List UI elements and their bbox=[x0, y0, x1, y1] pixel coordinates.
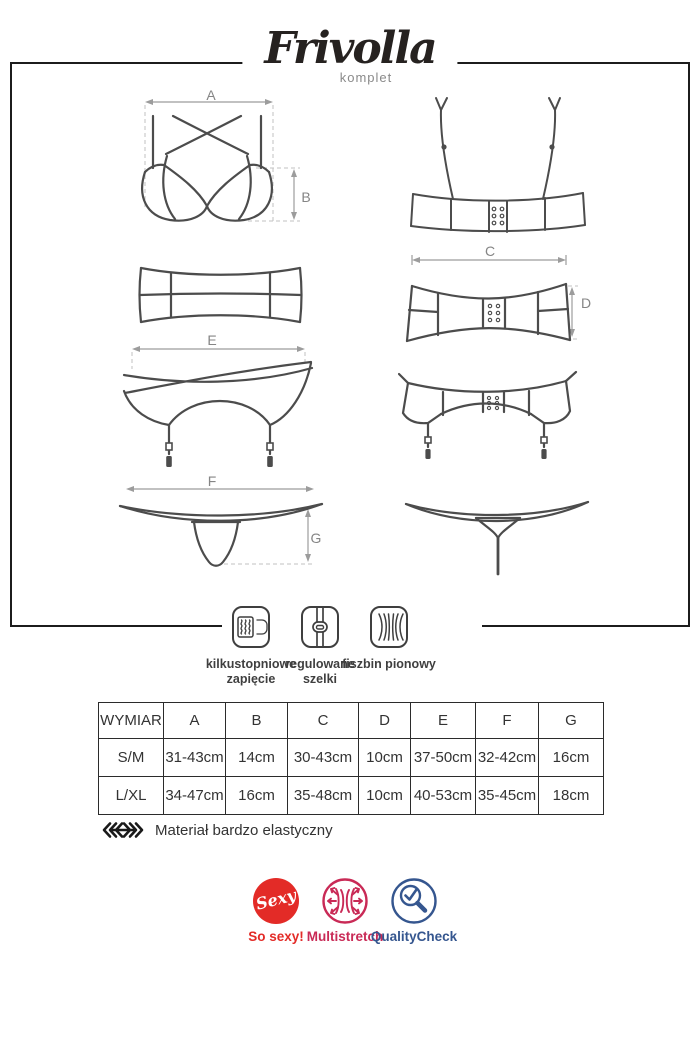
thong-front-drawing bbox=[112, 476, 334, 584]
brand-name: Frivolla bbox=[264, 23, 436, 74]
size-table-header: D bbox=[359, 703, 411, 739]
feature-label-vertical-boning: fiszbin pionowy bbox=[342, 657, 436, 671]
adjustable-straps-icon bbox=[300, 605, 340, 649]
sexy-badge bbox=[251, 876, 301, 926]
size-table-header: A bbox=[164, 703, 226, 739]
elastic-note bbox=[100, 820, 333, 840]
size-table-header: B bbox=[226, 703, 288, 739]
size-table-header: E bbox=[411, 703, 476, 739]
feature-label-adjustable-straps: regulowane szelki bbox=[285, 657, 355, 686]
sexy-badge-text: Sexy bbox=[254, 885, 298, 914]
size-value: 37-50cm bbox=[411, 739, 476, 777]
size-label: S/M bbox=[99, 739, 164, 777]
dimension-label-c: C bbox=[484, 243, 496, 259]
size-value: 30-43cm bbox=[288, 739, 359, 777]
size-value: 10cm bbox=[359, 739, 411, 777]
size-value: 32-42cm bbox=[476, 739, 539, 777]
size-table-header-row bbox=[99, 703, 604, 739]
feature-label-hook-closure: kilkustopniowe zapięcie bbox=[205, 657, 297, 686]
dimension-label-g: G bbox=[310, 530, 322, 546]
size-label: L/XL bbox=[99, 777, 164, 815]
elastic-note-text: Materiał bardzo elastyczny bbox=[155, 821, 333, 839]
thong-back-drawing bbox=[400, 486, 595, 578]
size-value: 18cm bbox=[539, 777, 604, 815]
band-front-drawing bbox=[133, 256, 308, 334]
size-value: 40-53cm bbox=[411, 777, 476, 815]
size-table-header: G bbox=[539, 703, 604, 739]
brand-subtitle: komplet bbox=[339, 70, 393, 85]
garter-front-drawing bbox=[112, 333, 322, 471]
stretch-arrow-icon bbox=[100, 820, 146, 840]
brand-logo bbox=[242, 23, 457, 85]
dimension-label-b: B bbox=[301, 189, 311, 205]
size-value: 35-45cm bbox=[476, 777, 539, 815]
size-table-header: WYMIAR bbox=[99, 703, 164, 739]
multistretch-badge-label: Multistretch bbox=[306, 929, 384, 944]
dimension-label-f: F bbox=[207, 473, 217, 489]
quality-check-badge bbox=[389, 876, 439, 926]
dimension-label-d: D bbox=[580, 295, 592, 311]
size-table bbox=[98, 702, 604, 815]
sexy-badge-label: So sexy! bbox=[248, 929, 304, 944]
dimension-label-a: A bbox=[206, 87, 216, 103]
size-value: 16cm bbox=[539, 739, 604, 777]
quality-check-badge-icon bbox=[389, 876, 439, 926]
garter-back-drawing bbox=[398, 350, 598, 468]
size-value: 35-48cm bbox=[288, 777, 359, 815]
size-value: 34-47cm bbox=[164, 777, 226, 815]
multistretch-badge bbox=[320, 876, 370, 926]
dimension-label-e: E bbox=[207, 332, 217, 348]
bra-back-drawing bbox=[403, 93, 593, 238]
multi-hook-closure-icon bbox=[231, 605, 271, 649]
size-value: 10cm bbox=[359, 777, 411, 815]
multistretch-badge-icon bbox=[320, 876, 370, 926]
size-value: 31-43cm bbox=[164, 739, 226, 777]
vertical-boning-icon bbox=[369, 605, 409, 649]
band-back-drawing bbox=[398, 246, 598, 346]
size-table-header: F bbox=[476, 703, 539, 739]
bra-front-drawing bbox=[118, 88, 318, 240]
quality-check-badge-label: QualityCheck bbox=[370, 929, 458, 944]
size-value: 14cm bbox=[226, 739, 288, 777]
size-table-header: C bbox=[288, 703, 359, 739]
size-table-row-sm bbox=[99, 739, 604, 777]
size-table-row-lxl bbox=[99, 777, 604, 815]
size-value: 16cm bbox=[226, 777, 288, 815]
